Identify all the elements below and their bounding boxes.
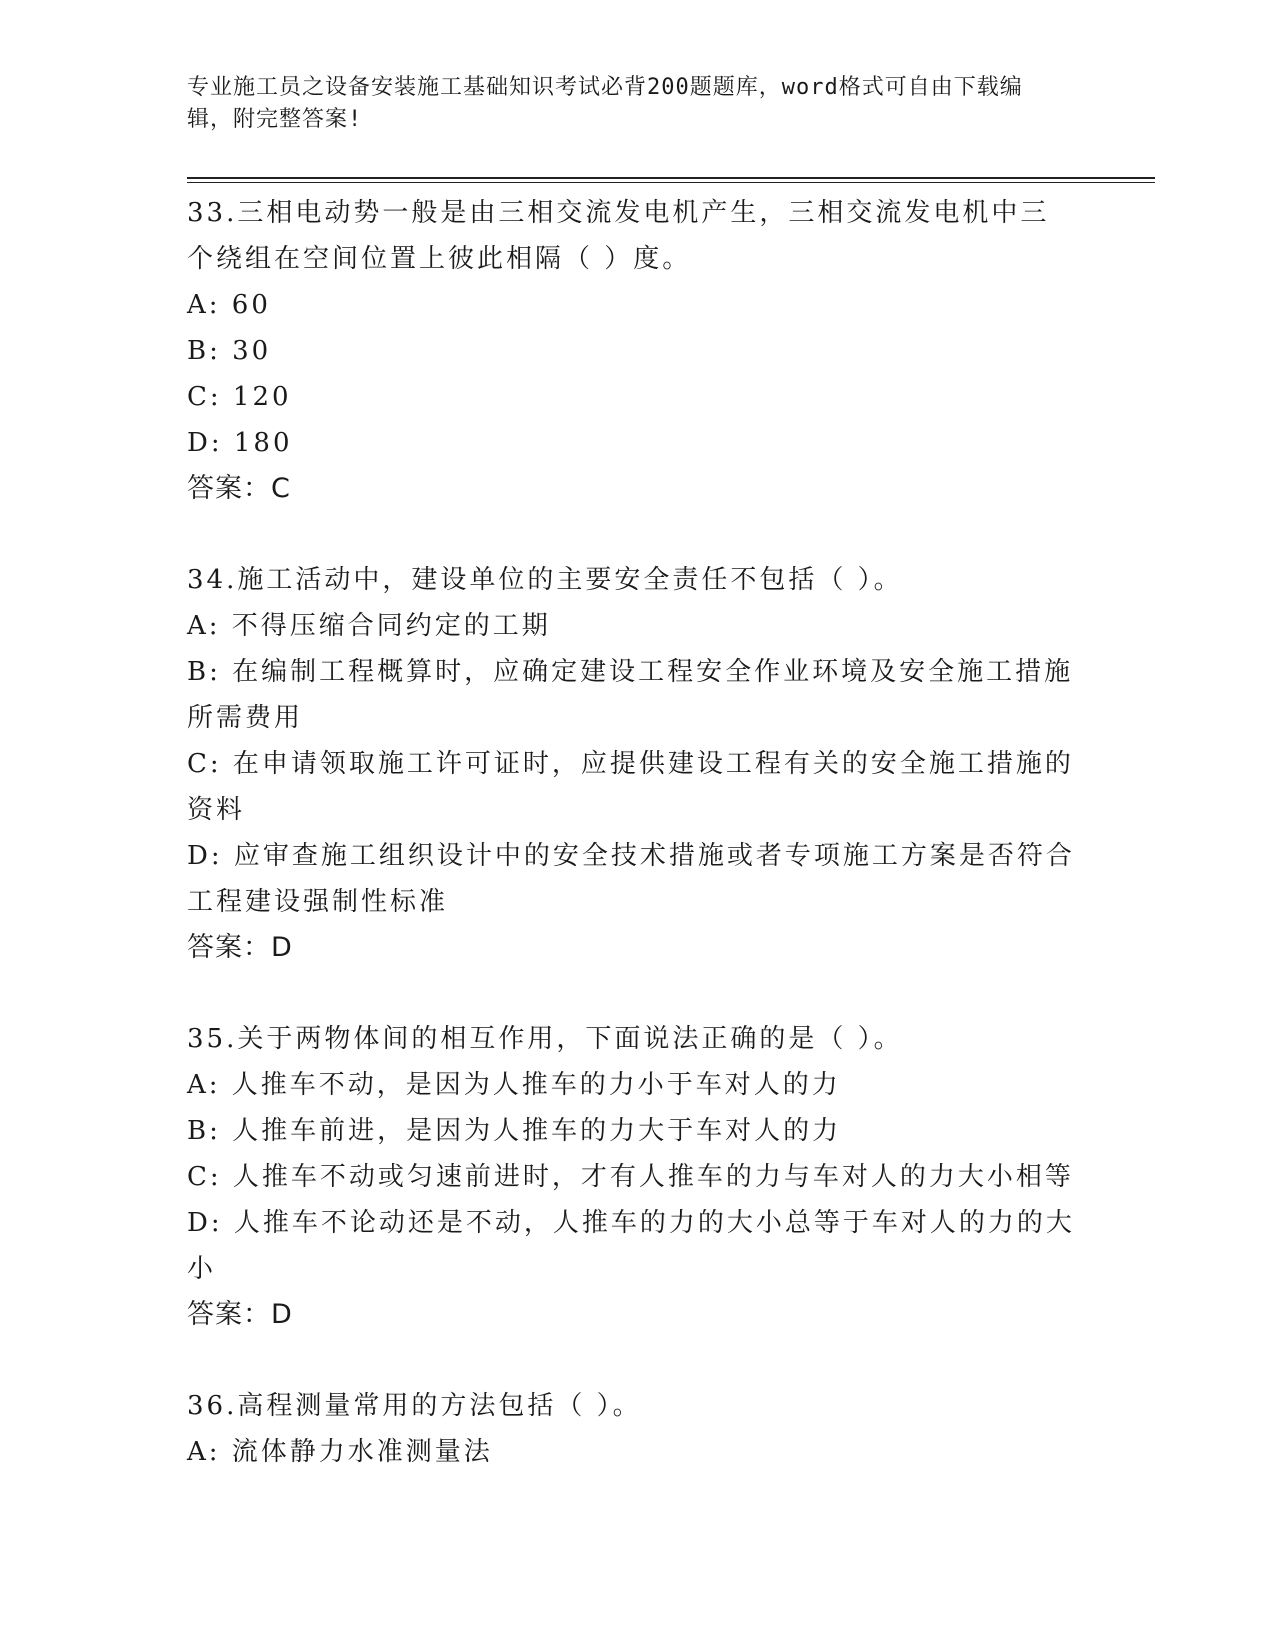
question-33 <box>187 190 1077 512</box>
option-d: D: 人推车不论动还是不动，人推车的力的大小总等于车对人的力的大小 <box>187 1208 1075 1284</box>
answer: 答案：D <box>187 932 293 963</box>
option-c: C: 120 <box>187 382 292 412</box>
spacer <box>187 512 1077 557</box>
option-d: D: 180 <box>187 428 293 458</box>
question-text: 34.施工活动中，建设单位的主要安全责任不包括（ ）。 <box>187 565 903 595</box>
option-b: B: 30 <box>187 336 272 366</box>
option-a: A: 人推车不动，是因为人推车的力小于车对人的力 <box>187 1070 841 1100</box>
question-list <box>187 190 1077 1475</box>
option-a: A: 不得压缩合同约定的工期 <box>187 611 551 641</box>
option-c: C: 在申请领取施工许可证时，应提供建设工程有关的安全施工措施的资料 <box>187 749 1074 825</box>
spacer <box>187 1338 1077 1383</box>
option-b: B: 在编制工程概算时，应确定建设工程安全作业环境及安全施工措施所需费用 <box>187 657 1074 733</box>
document-header: 专业施工员之设备安装施工基础知识考试必背200题题库，word格式可自由下载编辑，附完整答案! <box>187 75 1023 132</box>
answer: 答案：C <box>187 473 291 504</box>
option-c: C: 人推车不动或匀速前进时，才有人推车的力与车对人的力大小相等 <box>187 1162 1074 1192</box>
spacer <box>187 971 1077 1016</box>
option-a: A: 流体静力水准测量法 <box>187 1437 493 1467</box>
question-text: 33.三相电动势一般是由三相交流发电机产生，三相交流发电机中三个绕组在空间位置上彼此相隔（ ）度。 <box>187 198 1050 274</box>
answer: 答案：D <box>187 1299 293 1330</box>
question-34 <box>187 557 1077 971</box>
option-b: B: 人推车前进，是因为人推车的力大于车对人的力 <box>187 1116 842 1146</box>
header-divider-thin <box>187 182 1155 183</box>
question-text: 36.高程测量常用的方法包括（ ）。 <box>187 1391 642 1421</box>
question-36 <box>187 1383 1077 1475</box>
question-text: 35.关于两物体间的相互作用，下面说法正确的是（ ）。 <box>187 1024 903 1054</box>
question-35 <box>187 1016 1077 1338</box>
option-a: A: 60 <box>187 290 271 320</box>
header-divider <box>187 177 1155 179</box>
option-d: D: 应审查施工组织设计中的安全技术措施或者专项施工方案是否符合工程建设强制性标准 <box>187 841 1075 917</box>
